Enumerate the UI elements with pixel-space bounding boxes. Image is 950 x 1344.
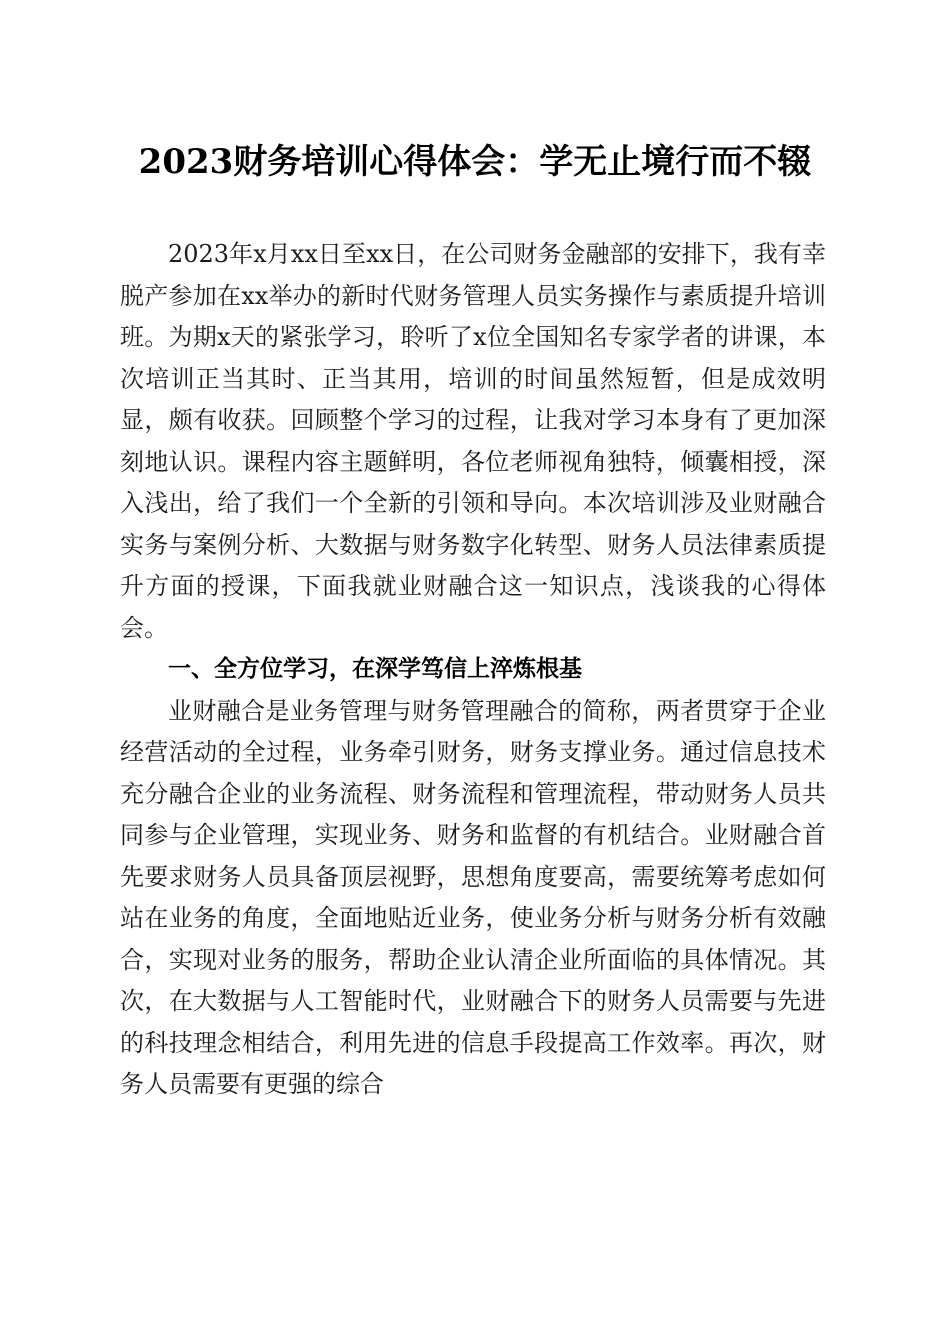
intro-paragraph: 2023年x月xx日至xx日，在公司财务金融部的安排下，我有幸脱产参加在xx举办的新时代财务管理人员实务操作与素质提升培训班。为期x天的紧张学习，聆听了x位全国知名专家学者的讲课，本次培训正当其时、正当其用，培训的时间虽然短暂，但是成效明显，颇有收获。回顾整个学习的过程，让我对学习本身有了更加深刻地认识。课程内容主题鲜明，各位老师视角独特，倾囊相授，深入浅出，给了我们一个全新的引领和导向。本次培训涉及业财融合实务与案例分析、大数据与财务数字化转型、财务人员法律素质提升方面的授课，下面我就业财融合这一知识点，浅谈我的心得体会。 (120, 240, 826, 642)
section-heading-1: 一、全方位学习，在深学笃信上淬炼根基 (168, 656, 582, 682)
document-body (120, 234, 826, 1106)
section-1-paragraph: 业财融合是业务管理与财务管理融合的简称，两者贯穿于企业经营活动的全过程，业务牵引财务，财务支撑业务。通过信息技术充分融合企业的业务流程、财务流程和管理流程，带动财务人员共同参与企业管理，实现业务、财务和监督的有机结合。业财融合首先要求财务人员具备顶层视野，思想角度要高，需要统筹考虑如何站在业务的角度，全面地贴近业务，使业务分析与财务分析有效融合，实现对业务的服务，帮助企业认清企业所面临的具体情况。其次，在大数据与人工智能时代，业财融合下的财务人员需要与先进的科技理念相结合，利用先进的信息手段提高工作效率。再次，财务人员需要有更强的综合 (120, 696, 826, 1098)
document-title: 2023财务培训心得体会：学无止境行而不辍 (138, 142, 812, 182)
